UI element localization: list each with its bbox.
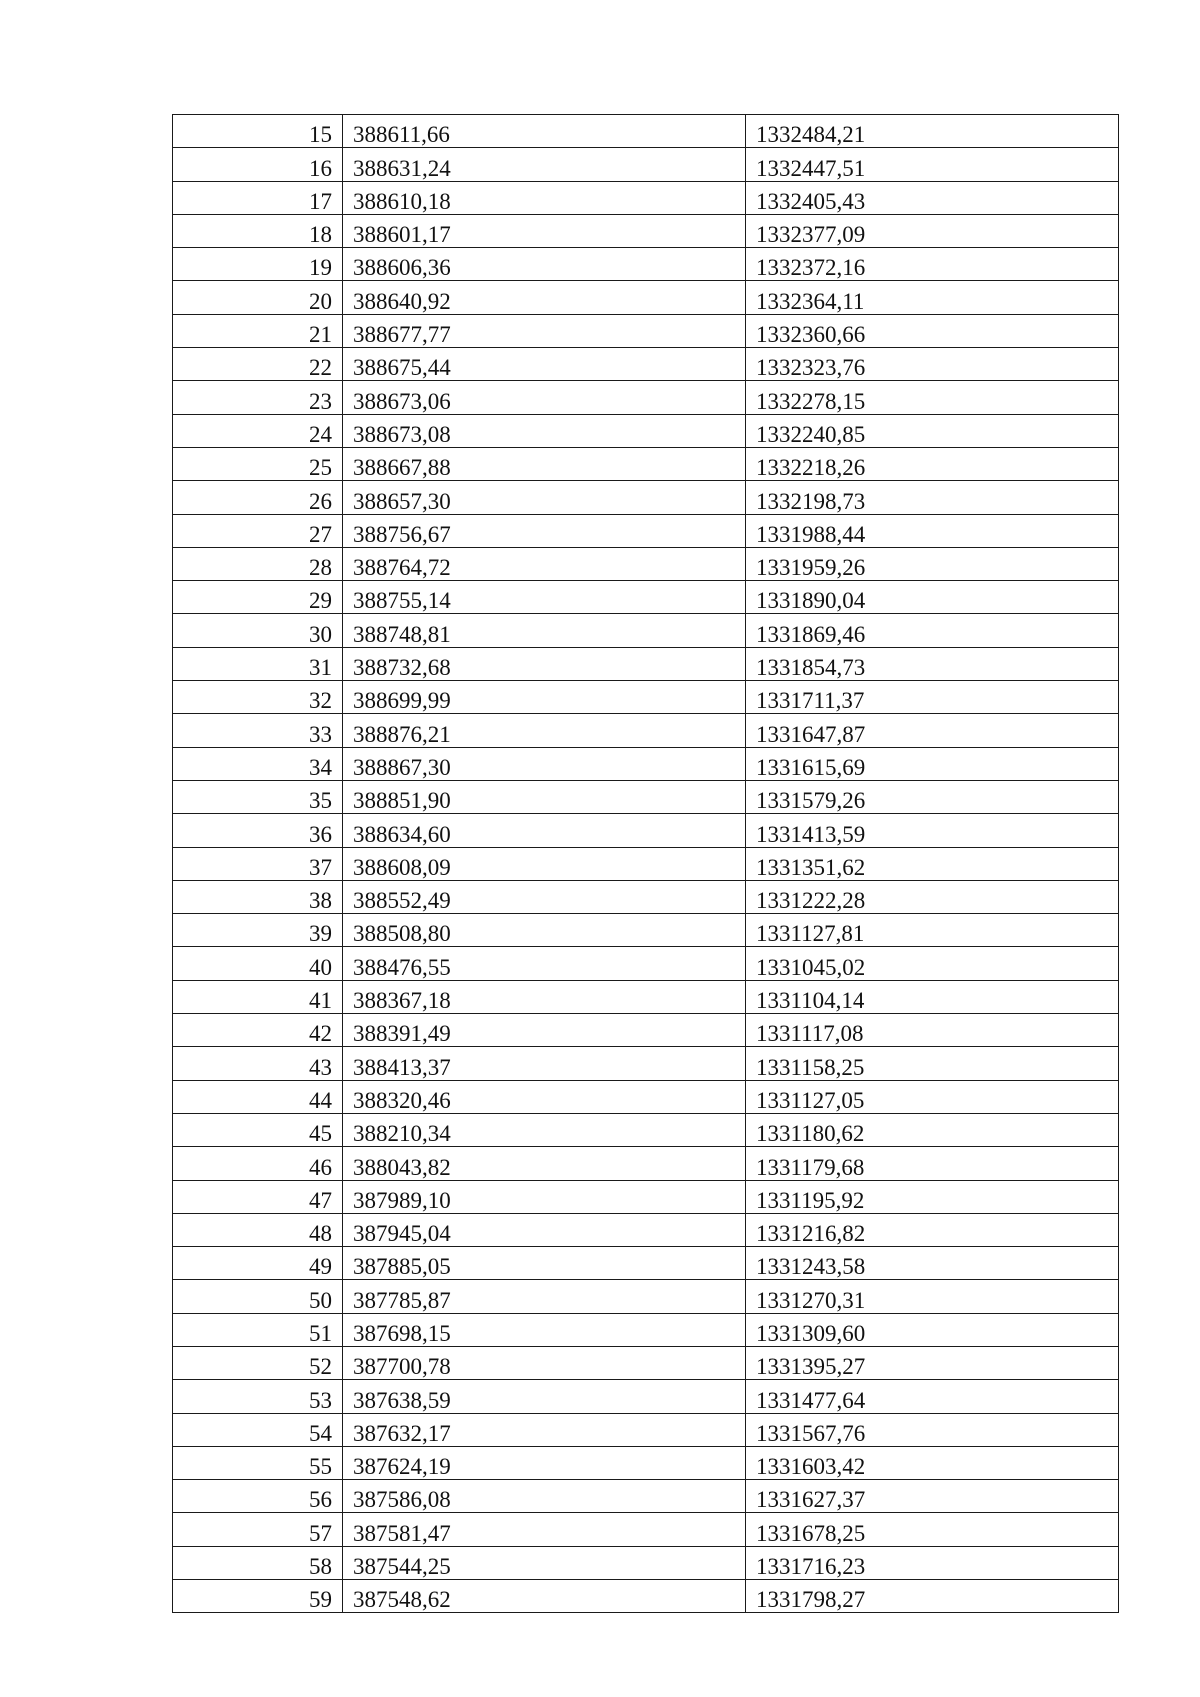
point-number-cell: 54 (173, 1413, 343, 1446)
y-coordinate-cell: 1331627,37 (746, 1480, 1119, 1513)
table-row (173, 1446, 1119, 1479)
y-coordinate-cell: 1331615,69 (746, 747, 1119, 780)
y-coordinate-cell: 1332278,15 (746, 381, 1119, 414)
x-coordinate-cell: 387548,62 (343, 1580, 746, 1613)
point-number-cell: 56 (173, 1480, 343, 1513)
x-coordinate-cell: 388667,88 (343, 447, 746, 480)
y-coordinate-cell: 1331477,64 (746, 1380, 1119, 1413)
point-number-cell: 30 (173, 614, 343, 647)
table-row (173, 214, 1119, 247)
table-row (173, 1480, 1119, 1513)
point-number-cell: 16 (173, 148, 343, 181)
table-row (173, 547, 1119, 580)
y-coordinate-cell: 1331222,28 (746, 880, 1119, 913)
point-number-cell: 40 (173, 947, 343, 980)
y-coordinate-cell: 1332377,09 (746, 214, 1119, 247)
y-coordinate-cell: 1331309,60 (746, 1313, 1119, 1346)
table-row (173, 348, 1119, 381)
point-number-cell: 38 (173, 880, 343, 913)
x-coordinate-cell: 388210,34 (343, 1113, 746, 1146)
table-row (173, 181, 1119, 214)
table-row (173, 780, 1119, 813)
y-coordinate-cell: 1331647,87 (746, 714, 1119, 747)
y-coordinate-cell: 1331603,42 (746, 1446, 1119, 1479)
point-number-cell: 41 (173, 980, 343, 1013)
table-row (173, 1346, 1119, 1379)
y-coordinate-cell: 1331890,04 (746, 581, 1119, 614)
table-row (173, 1380, 1119, 1413)
table-row (173, 1047, 1119, 1080)
table-row (173, 1580, 1119, 1613)
y-coordinate-cell: 1332218,26 (746, 447, 1119, 480)
point-number-cell: 29 (173, 581, 343, 614)
point-number-cell: 53 (173, 1380, 343, 1413)
y-coordinate-cell: 1331045,02 (746, 947, 1119, 980)
table-row (173, 1280, 1119, 1313)
table-row (173, 381, 1119, 414)
point-number-cell: 23 (173, 381, 343, 414)
coordinates-table (172, 114, 1119, 1613)
table-row (173, 414, 1119, 447)
x-coordinate-cell: 388876,21 (343, 714, 746, 747)
y-coordinate-cell: 1331395,27 (746, 1346, 1119, 1379)
x-coordinate-cell: 387638,59 (343, 1380, 746, 1413)
x-coordinate-cell: 388657,30 (343, 481, 746, 514)
table-row (173, 481, 1119, 514)
y-coordinate-cell: 1332323,76 (746, 348, 1119, 381)
x-coordinate-cell: 387989,10 (343, 1180, 746, 1213)
point-number-cell: 59 (173, 1580, 343, 1613)
point-number-cell: 42 (173, 1014, 343, 1047)
x-coordinate-cell: 387785,87 (343, 1280, 746, 1313)
table-row (173, 814, 1119, 847)
table-row (173, 314, 1119, 347)
x-coordinate-cell: 388756,67 (343, 514, 746, 547)
y-coordinate-cell: 1331243,58 (746, 1247, 1119, 1280)
x-coordinate-cell: 388391,49 (343, 1014, 746, 1047)
point-number-cell: 15 (173, 115, 343, 148)
point-number-cell: 39 (173, 914, 343, 947)
x-coordinate-cell: 388413,37 (343, 1047, 746, 1080)
y-coordinate-cell: 1331798,27 (746, 1580, 1119, 1613)
x-coordinate-cell: 388320,46 (343, 1080, 746, 1113)
x-coordinate-cell: 388867,30 (343, 747, 746, 780)
table-row (173, 1546, 1119, 1579)
y-coordinate-cell: 1331413,59 (746, 814, 1119, 847)
x-coordinate-cell: 387624,19 (343, 1446, 746, 1479)
x-coordinate-cell: 387544,25 (343, 1546, 746, 1579)
table-row (173, 1113, 1119, 1146)
x-coordinate-cell: 388611,66 (343, 115, 746, 148)
point-number-cell: 22 (173, 348, 343, 381)
table-row (173, 1147, 1119, 1180)
y-coordinate-cell: 1331180,62 (746, 1113, 1119, 1146)
point-number-cell: 28 (173, 547, 343, 580)
point-number-cell: 52 (173, 1346, 343, 1379)
table-row (173, 1513, 1119, 1546)
x-coordinate-cell: 388631,24 (343, 148, 746, 181)
point-number-cell: 55 (173, 1446, 343, 1479)
x-coordinate-cell: 388640,92 (343, 281, 746, 314)
x-coordinate-cell: 388748,81 (343, 614, 746, 647)
y-coordinate-cell: 1332360,66 (746, 314, 1119, 347)
table-row (173, 880, 1119, 913)
point-number-cell: 20 (173, 281, 343, 314)
x-coordinate-cell: 387632,17 (343, 1413, 746, 1446)
point-number-cell: 31 (173, 647, 343, 680)
table-row (173, 714, 1119, 747)
y-coordinate-cell: 1332447,51 (746, 148, 1119, 181)
point-number-cell: 49 (173, 1247, 343, 1280)
y-coordinate-cell: 1331195,92 (746, 1180, 1119, 1213)
point-number-cell: 35 (173, 780, 343, 813)
table-row (173, 1413, 1119, 1446)
x-coordinate-cell: 388732,68 (343, 647, 746, 680)
point-number-cell: 32 (173, 681, 343, 714)
table-row (173, 1080, 1119, 1113)
point-number-cell: 50 (173, 1280, 343, 1313)
y-coordinate-cell: 1331127,81 (746, 914, 1119, 947)
x-coordinate-cell: 387586,08 (343, 1480, 746, 1513)
x-coordinate-cell: 387698,15 (343, 1313, 746, 1346)
table-row (173, 681, 1119, 714)
x-coordinate-cell: 388755,14 (343, 581, 746, 614)
x-coordinate-cell: 388673,06 (343, 381, 746, 414)
y-coordinate-cell: 1331711,37 (746, 681, 1119, 714)
y-coordinate-cell: 1331351,62 (746, 847, 1119, 880)
point-number-cell: 21 (173, 314, 343, 347)
x-coordinate-cell: 388675,44 (343, 348, 746, 381)
x-coordinate-cell: 388634,60 (343, 814, 746, 847)
point-number-cell: 17 (173, 181, 343, 214)
point-number-cell: 44 (173, 1080, 343, 1113)
x-coordinate-cell: 388608,09 (343, 847, 746, 880)
point-number-cell: 19 (173, 248, 343, 281)
x-coordinate-cell: 388610,18 (343, 181, 746, 214)
table-row (173, 614, 1119, 647)
point-number-cell: 58 (173, 1546, 343, 1579)
x-coordinate-cell: 388043,82 (343, 1147, 746, 1180)
point-number-cell: 18 (173, 214, 343, 247)
table-row (173, 447, 1119, 480)
x-coordinate-cell: 388677,77 (343, 314, 746, 347)
point-number-cell: 48 (173, 1213, 343, 1246)
y-coordinate-cell: 1331127,05 (746, 1080, 1119, 1113)
y-coordinate-cell: 1331716,23 (746, 1546, 1119, 1579)
table-row (173, 281, 1119, 314)
x-coordinate-cell: 387581,47 (343, 1513, 746, 1546)
y-coordinate-cell: 1332198,73 (746, 481, 1119, 514)
y-coordinate-cell: 1331988,44 (746, 514, 1119, 547)
point-number-cell: 36 (173, 814, 343, 847)
y-coordinate-cell: 1332240,85 (746, 414, 1119, 447)
y-coordinate-cell: 1331869,46 (746, 614, 1119, 647)
table-row (173, 847, 1119, 880)
y-coordinate-cell: 1331854,73 (746, 647, 1119, 680)
x-coordinate-cell: 388476,55 (343, 947, 746, 980)
y-coordinate-cell: 1331678,25 (746, 1513, 1119, 1546)
x-coordinate-cell: 388552,49 (343, 880, 746, 913)
y-coordinate-cell: 1331216,82 (746, 1213, 1119, 1246)
x-coordinate-cell: 388367,18 (343, 980, 746, 1013)
table-row (173, 1213, 1119, 1246)
table-row (173, 1313, 1119, 1346)
x-coordinate-cell: 387700,78 (343, 1346, 746, 1379)
y-coordinate-cell: 1331179,68 (746, 1147, 1119, 1180)
x-coordinate-cell: 388764,72 (343, 547, 746, 580)
table-row (173, 980, 1119, 1013)
y-coordinate-cell: 1331117,08 (746, 1014, 1119, 1047)
point-number-cell: 57 (173, 1513, 343, 1546)
x-coordinate-cell: 388601,17 (343, 214, 746, 247)
table-row (173, 514, 1119, 547)
table-row (173, 1014, 1119, 1047)
point-number-cell: 45 (173, 1113, 343, 1146)
point-number-cell: 37 (173, 847, 343, 880)
point-number-cell: 26 (173, 481, 343, 514)
y-coordinate-cell: 1331158,25 (746, 1047, 1119, 1080)
y-coordinate-cell: 1332484,21 (746, 115, 1119, 148)
x-coordinate-cell: 388606,36 (343, 248, 746, 281)
table-row (173, 1247, 1119, 1280)
table-row (173, 947, 1119, 980)
point-number-cell: 43 (173, 1047, 343, 1080)
x-coordinate-cell: 387945,04 (343, 1213, 746, 1246)
x-coordinate-cell: 388673,08 (343, 414, 746, 447)
point-number-cell: 27 (173, 514, 343, 547)
point-number-cell: 51 (173, 1313, 343, 1346)
y-coordinate-cell: 1332372,16 (746, 248, 1119, 281)
coordinates-table-body (173, 115, 1119, 1613)
table-row (173, 747, 1119, 780)
point-number-cell: 33 (173, 714, 343, 747)
x-coordinate-cell: 388699,99 (343, 681, 746, 714)
x-coordinate-cell: 388851,90 (343, 780, 746, 813)
y-coordinate-cell: 1331579,26 (746, 780, 1119, 813)
table-row (173, 581, 1119, 614)
table-row (173, 248, 1119, 281)
point-number-cell: 47 (173, 1180, 343, 1213)
y-coordinate-cell: 1331567,76 (746, 1413, 1119, 1446)
x-coordinate-cell: 388508,80 (343, 914, 746, 947)
y-coordinate-cell: 1331104,14 (746, 980, 1119, 1013)
table-row (173, 1180, 1119, 1213)
point-number-cell: 34 (173, 747, 343, 780)
point-number-cell: 46 (173, 1147, 343, 1180)
y-coordinate-cell: 1332405,43 (746, 181, 1119, 214)
y-coordinate-cell: 1332364,11 (746, 281, 1119, 314)
table-row (173, 647, 1119, 680)
table-row (173, 148, 1119, 181)
table-row (173, 115, 1119, 148)
point-number-cell: 25 (173, 447, 343, 480)
x-coordinate-cell: 387885,05 (343, 1247, 746, 1280)
table-row (173, 914, 1119, 947)
y-coordinate-cell: 1331959,26 (746, 547, 1119, 580)
y-coordinate-cell: 1331270,31 (746, 1280, 1119, 1313)
point-number-cell: 24 (173, 414, 343, 447)
